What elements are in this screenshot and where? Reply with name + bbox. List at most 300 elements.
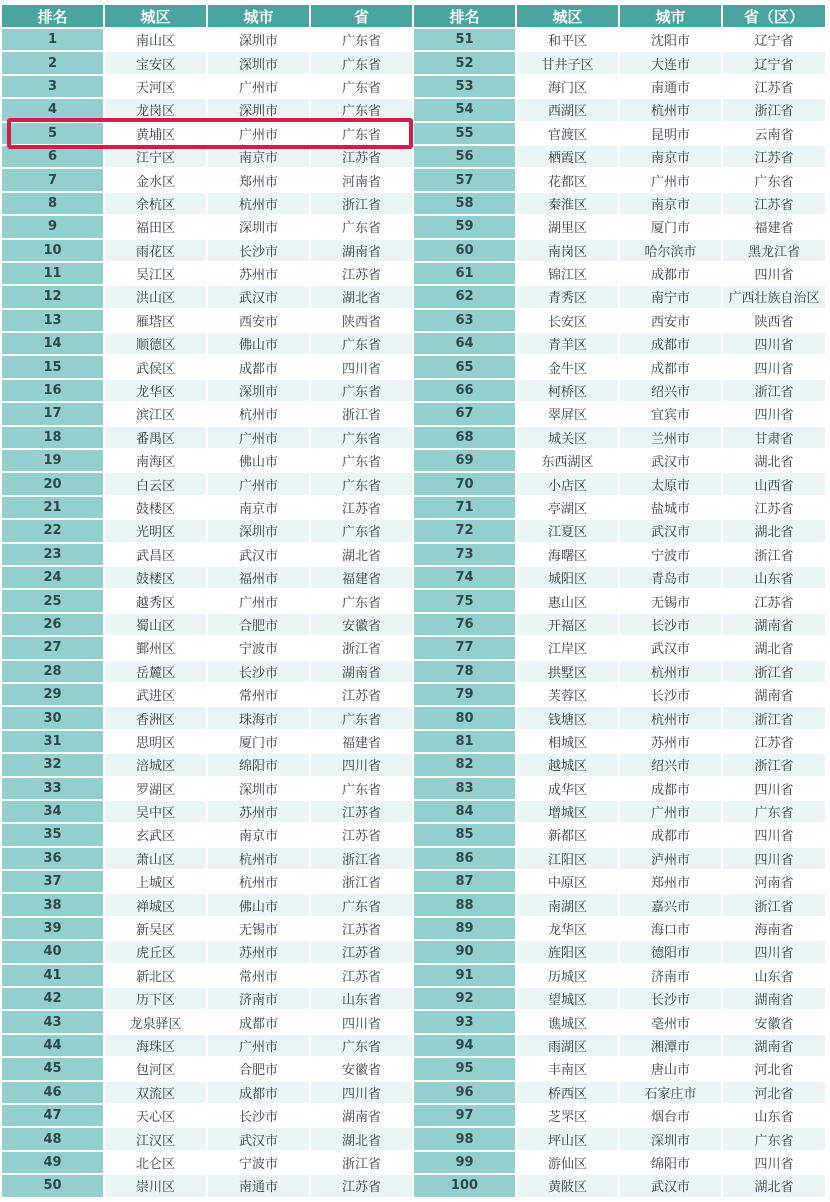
table-row (414, 497, 825, 518)
cell-province: 广东省 (311, 590, 412, 611)
cell-province: 广东省 (311, 1035, 412, 1056)
cell-province: 湖北省 (723, 1175, 825, 1196)
cell-city: 厦门市 (620, 216, 721, 237)
cell-city: 无锡市 (620, 590, 721, 611)
cell-province: 辽宁省 (723, 52, 825, 73)
table-row (414, 286, 825, 307)
cell-city: 常州市 (208, 965, 309, 986)
cell-rank: 30 (2, 707, 103, 728)
cell-city: 杭州市 (620, 99, 721, 120)
cell-province: 四川省 (723, 941, 825, 962)
cell-rank: 16 (2, 380, 103, 401)
cell-province: 湖北省 (723, 450, 825, 471)
table-row (414, 1082, 825, 1103)
table-row (414, 801, 825, 822)
cell-district: 双流区 (105, 1082, 206, 1103)
cell-district: 天河区 (105, 76, 206, 97)
cell-rank: 38 (2, 894, 103, 915)
cell-rank: 18 (2, 427, 103, 448)
table-row (2, 1105, 412, 1126)
table-row (2, 1035, 412, 1056)
cell-rank: 77 (414, 637, 515, 658)
cell-district: 玄武区 (105, 824, 206, 845)
table-row (414, 988, 825, 1009)
cell-province: 四川省 (311, 1082, 412, 1103)
cell-rank: 89 (414, 918, 515, 939)
table-row (414, 380, 825, 401)
cell-province: 广东省 (311, 29, 412, 50)
table-row (2, 123, 412, 144)
cell-rank: 52 (414, 52, 515, 73)
cell-province: 江苏省 (311, 918, 412, 939)
cell-rank: 56 (414, 146, 515, 167)
cell-rank: 3 (2, 76, 103, 97)
cell-city: 济南市 (208, 988, 309, 1009)
cell-city: 福州市 (208, 567, 309, 588)
cell-province: 广东省 (311, 473, 412, 494)
cell-district: 萧山区 (105, 848, 206, 869)
cell-district: 越秀区 (105, 590, 206, 611)
cell-rank: 43 (2, 1011, 103, 1032)
cell-rank: 14 (2, 333, 103, 354)
cell-province: 辽宁省 (723, 29, 825, 50)
cell-city: 杭州市 (208, 193, 309, 214)
table-row (414, 216, 825, 237)
cell-rank: 46 (2, 1082, 103, 1103)
cell-rank: 91 (414, 965, 515, 986)
table-row (2, 473, 412, 494)
cell-district: 禅城区 (105, 894, 206, 915)
cell-district: 龙华区 (517, 918, 618, 939)
table-row (2, 965, 412, 986)
cell-district: 思明区 (105, 731, 206, 752)
cell-province: 江苏省 (723, 76, 825, 97)
cell-district: 海门区 (517, 76, 618, 97)
cell-province: 湖南省 (311, 240, 412, 261)
cell-district: 青秀区 (517, 286, 618, 307)
table-row (414, 918, 825, 939)
cell-rank: 21 (2, 497, 103, 518)
cell-district: 锦江区 (517, 263, 618, 284)
table-row (414, 848, 825, 869)
cell-district: 武进区 (105, 684, 206, 705)
cell-district: 鄞州区 (105, 637, 206, 658)
cell-rank: 45 (2, 1058, 103, 1079)
cell-city: 深圳市 (208, 778, 309, 799)
cell-city: 广州市 (208, 427, 309, 448)
cell-district: 黄陂区 (517, 1175, 618, 1196)
cell-rank: 49 (2, 1152, 103, 1173)
cell-district: 惠山区 (517, 590, 618, 611)
cell-province: 四川省 (723, 824, 825, 845)
cell-rank: 31 (2, 731, 103, 752)
cell-province: 浙江省 (723, 544, 825, 565)
table-row (2, 941, 412, 962)
cell-province: 陕西省 (723, 310, 825, 331)
cell-district: 翠屏区 (517, 403, 618, 424)
cell-province: 湖南省 (723, 988, 825, 1009)
cell-city: 苏州市 (620, 731, 721, 752)
table-row (2, 918, 412, 939)
cell-city: 广州市 (208, 590, 309, 611)
cell-rank: 7 (2, 169, 103, 190)
table-row (414, 52, 825, 73)
table-row (2, 707, 412, 728)
cell-province: 广东省 (311, 894, 412, 915)
table-row (414, 1175, 825, 1196)
cell-city: 长沙市 (208, 240, 309, 261)
cell-province: 浙江省 (723, 894, 825, 915)
cell-province: 广东省 (311, 52, 412, 73)
cell-district: 雁塔区 (105, 310, 206, 331)
table-row (414, 544, 825, 565)
cell-city: 广州市 (620, 169, 721, 190)
cell-province: 浙江省 (311, 637, 412, 658)
table-row (414, 1105, 825, 1126)
cell-rank: 53 (414, 76, 515, 97)
cell-rank: 95 (414, 1058, 515, 1079)
table-row (414, 894, 825, 915)
cell-rank: 27 (2, 637, 103, 658)
table-row (414, 76, 825, 97)
table-row (414, 684, 825, 705)
cell-rank: 65 (414, 356, 515, 377)
cell-province: 浙江省 (311, 848, 412, 869)
header-rank: 排名 (414, 5, 515, 27)
cell-city: 哈尔滨市 (620, 240, 721, 261)
cell-province: 江苏省 (311, 497, 412, 518)
cell-city: 深圳市 (208, 52, 309, 73)
cell-city: 杭州市 (208, 848, 309, 869)
cell-city: 南京市 (208, 146, 309, 167)
cell-province: 福建省 (311, 731, 412, 752)
cell-city: 太原市 (620, 473, 721, 494)
table-row (2, 871, 412, 892)
cell-rank: 4 (2, 99, 103, 120)
table-row (2, 590, 412, 611)
cell-city: 杭州市 (620, 707, 721, 728)
cell-district: 芝罘区 (517, 1105, 618, 1126)
cell-city: 绍兴市 (620, 380, 721, 401)
cell-rank: 32 (2, 754, 103, 775)
cell-rank: 63 (414, 310, 515, 331)
table-row (2, 801, 412, 822)
table-row (2, 544, 412, 565)
table-row (2, 286, 412, 307)
cell-rank: 80 (414, 707, 515, 728)
cell-province: 广西壮族自治区 (723, 286, 825, 307)
table-row (2, 99, 412, 120)
cell-city: 深圳市 (208, 520, 309, 541)
cell-city: 武汉市 (208, 1128, 309, 1149)
cell-city: 南京市 (620, 146, 721, 167)
cell-city: 合肥市 (208, 1058, 309, 1079)
cell-city: 郑州市 (620, 871, 721, 892)
cell-city: 武汉市 (620, 520, 721, 541)
cell-province: 广东省 (723, 1128, 825, 1149)
cell-province: 江苏省 (311, 1175, 412, 1196)
table-header-row (414, 5, 825, 27)
cell-district: 拱墅区 (517, 661, 618, 682)
cell-city: 厦门市 (208, 731, 309, 752)
cell-province: 浙江省 (723, 661, 825, 682)
cell-rank: 12 (2, 286, 103, 307)
cell-district: 番禺区 (105, 427, 206, 448)
cell-province: 广东省 (311, 380, 412, 401)
cell-city: 佛山市 (208, 894, 309, 915)
cell-province: 云南省 (723, 123, 825, 144)
cell-rank: 61 (414, 263, 515, 284)
table-row (2, 380, 412, 401)
cell-district: 洪山区 (105, 286, 206, 307)
cell-district: 新吴区 (105, 918, 206, 939)
cell-rank: 51 (414, 29, 515, 50)
cell-city: 绍兴市 (620, 754, 721, 775)
cell-province: 山西省 (723, 473, 825, 494)
cell-rank: 96 (414, 1082, 515, 1103)
cell-city: 郑州市 (208, 169, 309, 190)
cell-city: 珠海市 (208, 707, 309, 728)
cell-city: 宁波市 (620, 544, 721, 565)
cell-rank: 13 (2, 310, 103, 331)
table-row (2, 824, 412, 845)
cell-district: 江宁区 (105, 146, 206, 167)
table-row (2, 1058, 412, 1079)
cell-rank: 19 (2, 450, 103, 471)
cell-district: 雨湖区 (517, 1035, 618, 1056)
ranking-table-left (0, 3, 414, 1199)
cell-rank: 71 (414, 497, 515, 518)
cell-rank: 58 (414, 193, 515, 214)
table-row (2, 778, 412, 799)
cell-province: 广东省 (311, 707, 412, 728)
cell-rank: 26 (2, 614, 103, 635)
table-row (414, 637, 825, 658)
cell-city: 西安市 (620, 310, 721, 331)
cell-rank: 88 (414, 894, 515, 915)
cell-rank: 42 (2, 988, 103, 1009)
table-row (2, 427, 412, 448)
cell-rank: 25 (2, 590, 103, 611)
table-row (414, 146, 825, 167)
table-row (414, 1035, 825, 1056)
cell-district: 虎丘区 (105, 941, 206, 962)
cell-province: 浙江省 (311, 193, 412, 214)
table-row (2, 988, 412, 1009)
cell-rank: 69 (414, 450, 515, 471)
table-row (2, 263, 412, 284)
cell-city: 南京市 (208, 497, 309, 518)
cell-province: 广东省 (311, 778, 412, 799)
cell-rank: 10 (2, 240, 103, 261)
cell-district: 蜀山区 (105, 614, 206, 635)
cell-city: 深圳市 (208, 216, 309, 237)
table-row (414, 1152, 825, 1173)
table-row (2, 52, 412, 73)
table-row (414, 356, 825, 377)
cell-rank: 81 (414, 731, 515, 752)
cell-province: 河北省 (723, 1082, 825, 1103)
cell-rank: 50 (2, 1175, 103, 1196)
cell-district: 和平区 (517, 29, 618, 50)
cell-district: 武昌区 (105, 544, 206, 565)
cell-province: 湖北省 (311, 286, 412, 307)
cell-province: 湖北省 (723, 637, 825, 658)
table-row (414, 707, 825, 728)
cell-district: 丰南区 (517, 1058, 618, 1079)
cell-province: 四川省 (723, 1152, 825, 1173)
cell-rank: 98 (414, 1128, 515, 1149)
table-row (2, 1152, 412, 1173)
cell-rank: 2 (2, 52, 103, 73)
cell-province: 广东省 (311, 123, 412, 144)
cell-city: 成都市 (620, 333, 721, 354)
cell-city: 常州市 (208, 684, 309, 705)
cell-district: 湖里区 (517, 216, 618, 237)
table-row (414, 754, 825, 775)
cell-city: 无锡市 (208, 918, 309, 939)
cell-province: 广东省 (311, 450, 412, 471)
table-row (2, 637, 412, 658)
cell-rank: 92 (414, 988, 515, 1009)
cell-district: 龙华区 (105, 380, 206, 401)
cell-district: 天心区 (105, 1105, 206, 1126)
header-rank: 排名 (2, 5, 103, 27)
cell-district: 武侯区 (105, 356, 206, 377)
cell-district: 光明区 (105, 520, 206, 541)
cell-city: 长沙市 (208, 661, 309, 682)
table-row (2, 1082, 412, 1103)
cell-rank: 90 (414, 941, 515, 962)
table-row (414, 450, 825, 471)
table-row (2, 497, 412, 518)
cell-city: 佛山市 (208, 450, 309, 471)
cell-district: 鼓楼区 (105, 497, 206, 518)
cell-district: 鼓楼区 (105, 567, 206, 588)
cell-province: 安徽省 (311, 614, 412, 635)
cell-province: 甘肃省 (723, 427, 825, 448)
table-row (2, 29, 412, 50)
cell-district: 福田区 (105, 216, 206, 237)
table-row (2, 450, 412, 471)
table-row (2, 216, 412, 237)
cell-district: 江夏区 (517, 520, 618, 541)
cell-rank: 70 (414, 473, 515, 494)
table-row (2, 333, 412, 354)
cell-province: 江苏省 (723, 731, 825, 752)
table-row (414, 661, 825, 682)
cell-city: 杭州市 (208, 403, 309, 424)
cell-province: 四川省 (723, 403, 825, 424)
cell-rank: 59 (414, 216, 515, 237)
table-row (414, 1128, 825, 1149)
cell-province: 广东省 (723, 169, 825, 190)
cell-province: 浙江省 (723, 99, 825, 120)
cell-province: 广东省 (311, 76, 412, 97)
cell-district: 海曙区 (517, 544, 618, 565)
table-row (414, 193, 825, 214)
table-row (414, 240, 825, 261)
cell-province: 福建省 (311, 567, 412, 588)
cell-city: 亳州市 (620, 1011, 721, 1032)
cell-district: 龙泉驿区 (105, 1011, 206, 1032)
table-row (414, 1058, 825, 1079)
cell-district: 城阳区 (517, 567, 618, 588)
cell-district: 吴江区 (105, 263, 206, 284)
cell-rank: 76 (414, 614, 515, 635)
cell-city: 济南市 (620, 965, 721, 986)
cell-city: 佛山市 (208, 333, 309, 354)
cell-district: 新北区 (105, 965, 206, 986)
cell-rank: 64 (414, 333, 515, 354)
cell-district: 青羊区 (517, 333, 618, 354)
cell-district: 罗湖区 (105, 778, 206, 799)
cell-province: 四川省 (723, 356, 825, 377)
cell-district: 南海区 (105, 450, 206, 471)
cell-rank: 68 (414, 427, 515, 448)
cell-city: 深圳市 (620, 1128, 721, 1149)
cell-province: 江苏省 (311, 263, 412, 284)
cell-province: 浙江省 (723, 754, 825, 775)
cell-district: 余杭区 (105, 193, 206, 214)
table-row (2, 894, 412, 915)
cell-rank: 40 (2, 941, 103, 962)
cell-district: 黄埔区 (105, 123, 206, 144)
cell-rank: 15 (2, 356, 103, 377)
cell-city: 烟台市 (620, 1105, 721, 1126)
cell-district: 柯桥区 (517, 380, 618, 401)
cell-province: 河南省 (311, 169, 412, 190)
table-row (414, 520, 825, 541)
cell-province: 湖南省 (723, 614, 825, 635)
table-row (2, 848, 412, 869)
header-city: 城市 (620, 5, 721, 27)
cell-city: 长沙市 (620, 684, 721, 705)
cell-province: 江苏省 (311, 146, 412, 167)
cell-district: 历城区 (517, 965, 618, 986)
cell-rank: 35 (2, 824, 103, 845)
cell-city: 苏州市 (208, 941, 309, 962)
cell-district: 旌阳区 (517, 941, 618, 962)
header-district: 城区 (517, 5, 618, 27)
table-row (2, 169, 412, 190)
cell-district: 江汉区 (105, 1128, 206, 1149)
cell-district: 龙岗区 (105, 99, 206, 120)
table-row (2, 661, 412, 682)
cell-province: 广东省 (311, 216, 412, 237)
cell-city: 苏州市 (208, 801, 309, 822)
cell-rank: 79 (414, 684, 515, 705)
cell-city: 昆明市 (620, 123, 721, 144)
cell-district: 谯城区 (517, 1011, 618, 1032)
cell-rank: 47 (2, 1105, 103, 1126)
header-province: 省 (311, 5, 412, 27)
cell-rank: 83 (414, 778, 515, 799)
cell-city: 长沙市 (620, 614, 721, 635)
cell-rank: 72 (414, 520, 515, 541)
cell-province: 广东省 (311, 427, 412, 448)
cell-city: 绵阳市 (620, 1152, 721, 1173)
cell-rank: 100 (414, 1175, 515, 1196)
table-row (414, 29, 825, 50)
cell-province: 江苏省 (723, 590, 825, 611)
cell-district: 开福区 (517, 614, 618, 635)
cell-province: 四川省 (723, 333, 825, 354)
cell-province: 江苏省 (311, 824, 412, 845)
cell-city: 成都市 (208, 1082, 309, 1103)
cell-province: 四川省 (311, 1011, 412, 1032)
cell-rank: 23 (2, 544, 103, 565)
